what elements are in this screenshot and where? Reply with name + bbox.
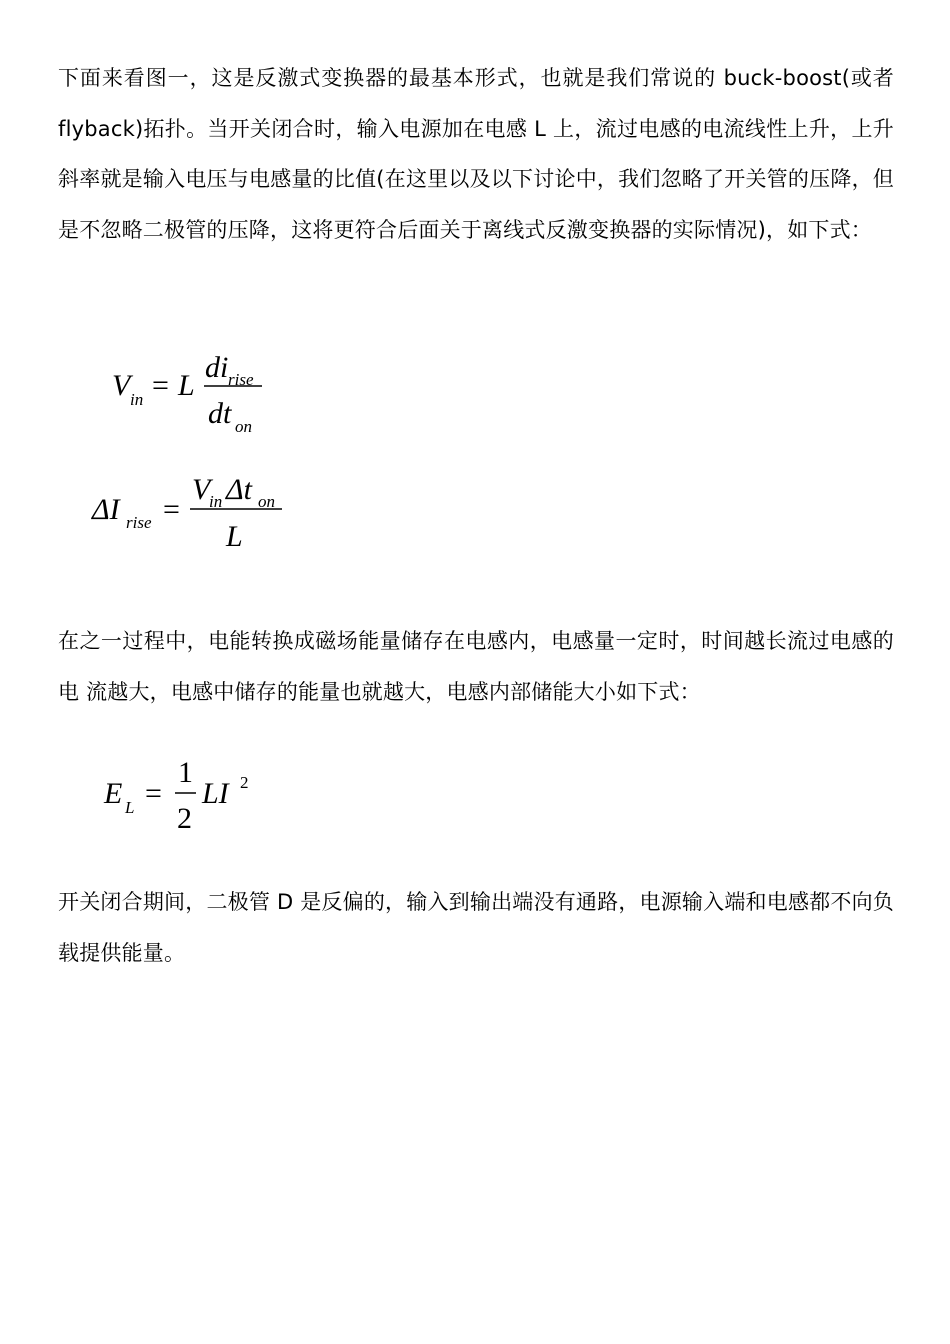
f2-lhs: ΔI xyxy=(92,493,120,526)
f1-den: dt xyxy=(208,397,232,430)
f2-eq: = xyxy=(163,493,180,526)
f1-lhs: V xyxy=(112,369,131,402)
f2-lhs-sub: rise xyxy=(126,513,152,532)
formula-vin-equation xyxy=(100,345,280,445)
paragraph-diode: 开关闭合期间，二极管 D 是反偏的，输入到输出端没有通路，电源输入端和电感都不向负 载提供能量。 xyxy=(58,890,894,965)
f1-num: di xyxy=(205,351,229,384)
f1-num-sub: rise xyxy=(228,370,254,389)
f3-den: 2 xyxy=(177,802,192,835)
f2-num-a: V xyxy=(192,473,211,506)
f2-num-a-sub: in xyxy=(209,492,223,511)
f3-eq: = xyxy=(145,777,162,810)
f1-den-sub: on xyxy=(235,417,252,436)
f1-lhs-sub: in xyxy=(130,390,144,409)
paragraph-intro: 下面来看图一，这是反激式变换器的最基本形式，也就是我们常说的 buck-boost(或者 flyback)拓扑。当开关闭合时，输入电源加在电感 L 上，流过电感的电流线性上升，上升 斜率就是输入电压与电感量的比值(在这里以及以下讨论中，我们忽略了开关管的压降，但 是不忽略二极管的压降，这将更符合后面关于离线式反激变换器的实际情况)，如下式： xyxy=(58,66,894,242)
f3-lhs-sub: L xyxy=(125,798,135,817)
f2-num-b: Δt xyxy=(226,473,252,506)
f2-den: L xyxy=(226,520,243,553)
f3-num: 1 xyxy=(178,756,193,789)
f3-rhs: LI xyxy=(202,777,229,810)
f1-eq: = xyxy=(152,369,169,402)
f2-num-b-sub: on xyxy=(258,492,275,511)
f1-coef: L xyxy=(178,369,195,402)
formula-delta-i-equation xyxy=(88,470,298,560)
formula-energy-equation xyxy=(100,752,270,842)
f3-rhs-sup: 2 xyxy=(240,773,249,792)
paragraph-energy: 在之一过程中，电能转换成磁场能量储存在电感内，电感量一定时，时间越长流过电感的电 流越大，电感中储存的能量也就越大，电感内部储能大小如下式： xyxy=(58,629,894,704)
f3-lhs: E xyxy=(104,777,123,810)
